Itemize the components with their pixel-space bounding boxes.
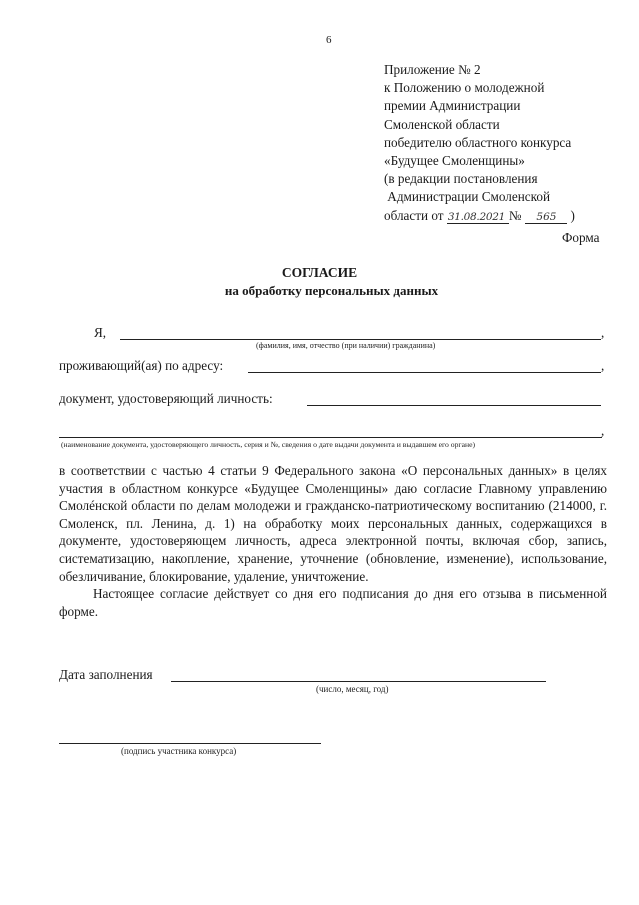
consent-body <box>59 462 607 620</box>
appendix-line: Администрации Смоленской <box>384 189 551 205</box>
document-label: документ, удостоверяющий личность: <box>59 391 273 406</box>
appendix-date-prefix: области от <box>384 207 447 223</box>
document-details-field[interactable] <box>59 437 602 438</box>
form-label: Форма <box>562 230 600 245</box>
comma: , <box>601 325 605 340</box>
signature-hint: (подпись участника конкурса) <box>121 746 237 756</box>
handwritten-number: 565 <box>525 211 567 224</box>
address-field[interactable] <box>248 372 601 373</box>
appendix-line: Смоленской области <box>384 116 500 132</box>
appendix-line: премии Администрации <box>384 98 521 114</box>
date-hint: (число, месяц, год) <box>316 684 389 694</box>
comma: , <box>601 423 605 438</box>
address-label: проживающий(ая) по адресу: <box>59 358 224 373</box>
appendix-line: (в редакции постановления <box>384 171 538 187</box>
consent-paragraph: в соответствии с частью 4 статьи 9 Федерального закона «О персональных данных» в целях участия в областном конкурсе «Будущее Смоленщины» даю согласие Главному управлению Смолéнской области по делам молодежи и гражданско-патриотическому воспитанию (214000, г. Смоленск, пл. Ленина, д. 1) на обработку моих персональных данных, содержащихся в документе, удостоверяющем личность, адреса электронной почты, включая сбор, запись, систематизацию, накопление, хранение, уточнение (обновление, изменение), использование, обезличивание, блокирование, удаление, уничтожение. <box>59 463 607 584</box>
number-sign: № <box>508 207 522 223</box>
page-number: 6 <box>326 34 332 46</box>
appendix-line: «Будущее Смоленщины» <box>384 153 525 169</box>
comma: , <box>601 358 605 373</box>
handwritten-date: 31.08.2021 <box>447 211 509 224</box>
document-subtitle: на обработку персональных данных <box>224 283 439 298</box>
date-label: Дата заполнения <box>59 667 153 682</box>
appendix-line: Приложение № 2 <box>384 62 481 77</box>
appendix-line: победителю областного конкурса <box>384 134 572 150</box>
signature-field[interactable] <box>59 743 321 744</box>
date-field[interactable] <box>171 681 546 682</box>
document-title: СОГЛАСИЕ <box>281 265 358 280</box>
document-hint: (наименование документа, удостоверяющего личность, серия и №, сведения о дате выдачи документа и выдавшем его органе) <box>61 440 476 449</box>
validity-paragraph: Настоящее согласие действует со дня его подписания до дня его отзыва в письменной форме. <box>59 586 607 619</box>
appendix-line: к Положению о молодежной <box>384 80 545 96</box>
document-field[interactable] <box>307 405 601 406</box>
closing-paren: ) <box>570 207 575 223</box>
full-name-field[interactable] <box>120 339 601 340</box>
appendix-line-date <box>384 207 634 225</box>
full-name-hint: (фамилия, имя, отчество (при наличии) гражданина) <box>256 341 436 350</box>
appendix-block <box>384 61 634 225</box>
i-label: Я, <box>94 325 107 340</box>
